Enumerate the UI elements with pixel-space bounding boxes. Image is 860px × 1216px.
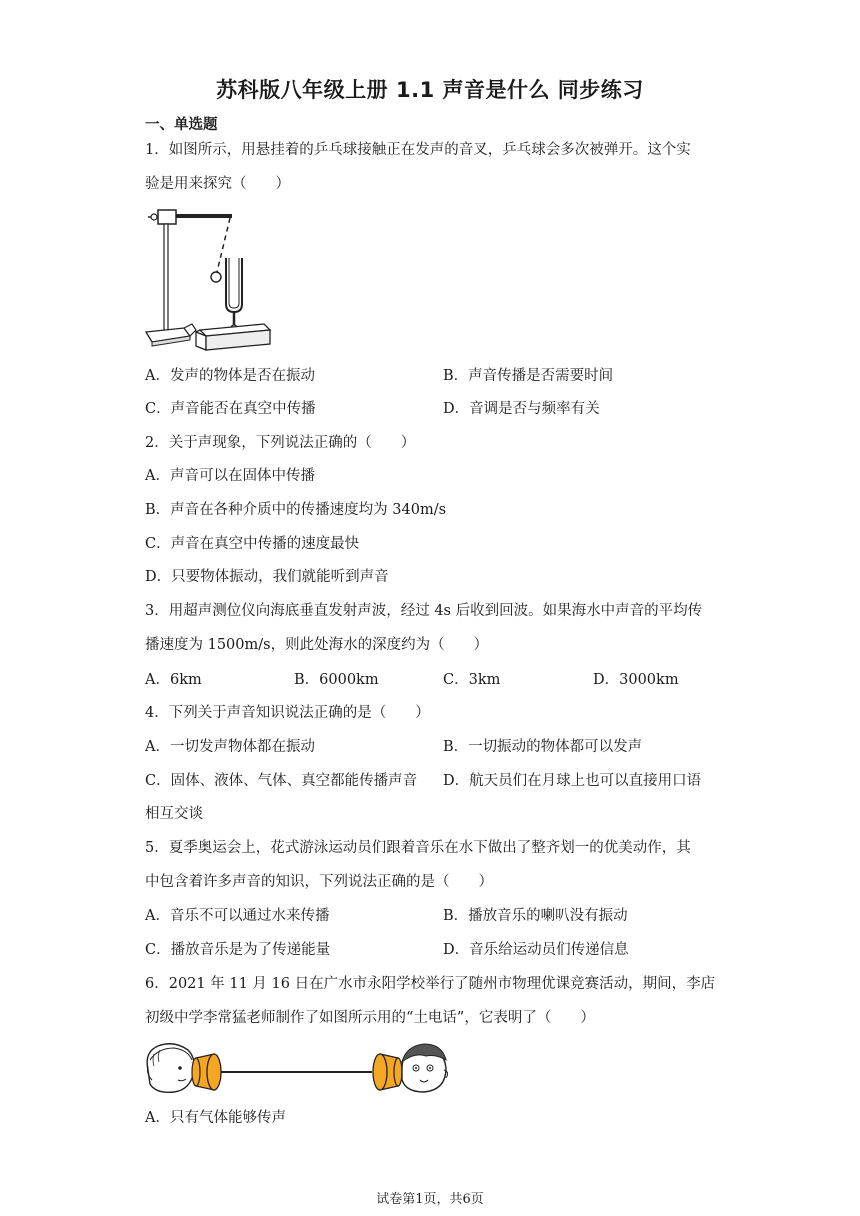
q2-option-c[interactable]: C．声音在真空中传播的速度最快 <box>145 536 360 552</box>
q2-option-b[interactable]: B．声音在各种介质中的传播速度均为 340m/s <box>145 502 447 518</box>
q4-line-1: 4．下列关于声音知识说法正确的是（ ） <box>145 705 430 721</box>
q1-option-c[interactable]: C．声音能否在真空中传播 <box>145 401 316 417</box>
q5-option-b[interactable]: B．播放音乐的喇叭没有振动 <box>443 908 628 924</box>
string-telephone-figure <box>144 1040 454 1098</box>
q4-option-d[interactable]: D．航天员们在月球上也可以直接用口语 <box>443 773 702 789</box>
q4-option-b[interactable]: B．一切振动的物体都可以发声 <box>443 739 643 755</box>
q3-line-2: 播速度为 1500m/s，则此处海水的深度约为（ ） <box>145 637 489 653</box>
q5-option-a[interactable]: A．音乐不可以通过水来传播 <box>145 908 330 924</box>
q2-line-1: 2．关于声现象，下列说法正确的（ ） <box>145 435 416 451</box>
q3-option-d[interactable]: D．3000km <box>593 672 679 688</box>
q3-option-a[interactable]: A．6km <box>145 672 202 688</box>
girl-face-icon <box>147 1044 194 1093</box>
q1-line-1: 1．如图所示，用悬挂着的乒乓球接触正在发声的音叉，乒乓球会多次被弹开。这个实 <box>145 142 691 158</box>
q6-line-1: 6．2021 年 11 月 16 日在广水市永阳学校举行了随州市物理优课竞赛活动，期间，李店 <box>145 976 716 992</box>
q3-option-b[interactable]: B．6000km <box>294 672 379 688</box>
q2-option-d[interactable]: D．只要物体振动，我们就能听到声音 <box>145 569 389 585</box>
q1-option-d[interactable]: D．音调是否与频率有关 <box>443 401 600 417</box>
boy-face-icon <box>402 1044 448 1092</box>
q5-line-1: 5．夏季奥运会上，花式游泳运动员们跟着音乐在水下做出了整齐划一的优美动作，其 <box>145 840 691 856</box>
page-footer: 试卷第1页，共6页 <box>376 1192 484 1207</box>
q4-option-c[interactable]: C．固体、液体、气体、真空都能传播声音 <box>145 773 418 789</box>
q3-option-c[interactable]: C．3km <box>443 672 501 688</box>
q6-line-2: 初级中学李常猛老师制作了如图所示用的“土电话”，它表明了（ ） <box>145 1010 595 1026</box>
q4-option-d-continuation: 相互交谈 <box>145 806 203 822</box>
page-title: 苏科版八年级上册 1.1 声音是什么 同步练习 <box>216 78 644 102</box>
q5-option-c[interactable]: C．播放音乐是为了传递能量 <box>145 942 331 958</box>
tuning-fork-figure <box>144 204 274 354</box>
q2-option-a[interactable]: A．声音可以在固体中传播 <box>145 468 315 484</box>
q1-option-b[interactable]: B．声音传播是否需要时间 <box>443 368 614 384</box>
q6-option-a[interactable]: A．只有气体能够传声 <box>145 1110 286 1126</box>
q1-line-2: 验是用来探究（ ） <box>145 176 290 192</box>
q3-line-1: 3．用超声测位仪向海底垂直发射声波，经过 4s 后收到回波。如果海水中声音的平均传 <box>145 603 703 619</box>
q1-option-a[interactable]: A．发声的物体是否在振动 <box>145 368 315 384</box>
q5-option-d[interactable]: D．音乐给运动员们传递信息 <box>443 942 629 958</box>
section-heading: 一、单选题 <box>145 117 218 133</box>
q4-option-a[interactable]: A．一切发声物体都在振动 <box>145 739 315 755</box>
q5-line-2: 中包含着许多声音的知识，下列说法正确的是（ ） <box>145 874 493 890</box>
